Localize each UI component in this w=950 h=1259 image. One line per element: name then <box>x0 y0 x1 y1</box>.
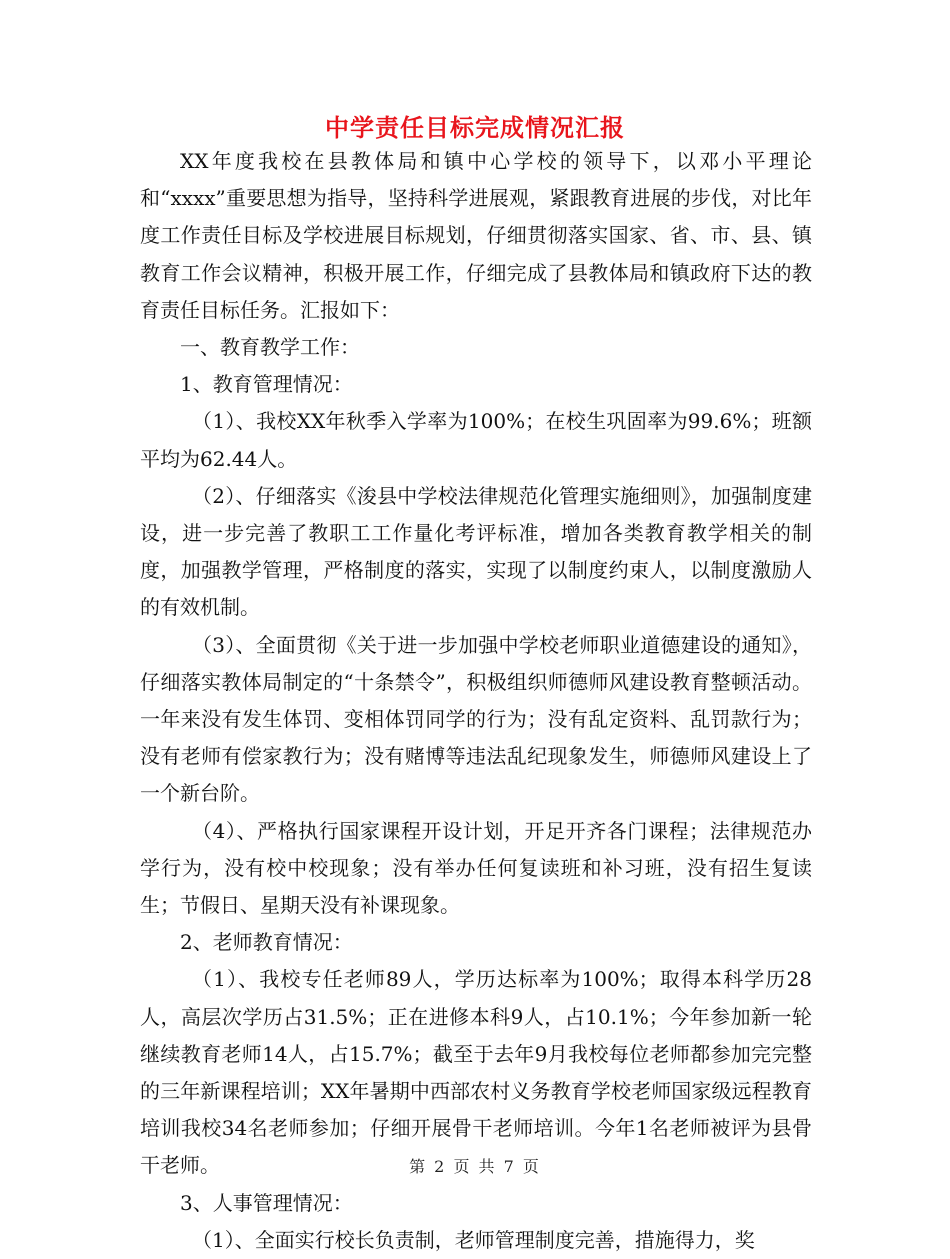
paragraph-item: （4）、严格执行国家课程开设计划，开足开齐各门课程；法律规范办学行为，没有校中校现象；没有举办任何复读班和补习班，没有招生复读生；节假日、星期天没有补课现象。 <box>140 818 812 918</box>
heading-subsection-2: 2、老师教育情况： <box>180 930 353 955</box>
paragraph-item: （1）、我校XX年秋季入学率为100%；在校生巩固率为99.6%；班额平均为62.44人。 <box>140 409 812 471</box>
paragraph-item: （2）、仔细落实《浚县中学校法律规范化管理实施细则》，加强制度建设，进一步完善了教职工工作量化考评标准，增加各类教育教学相关的制度，加强教学管理，严格制度的落实，实现了以制度约束人，以制度激励人的有效机制。 <box>140 483 812 620</box>
heading-section-1: 一、教育教学工作： <box>180 335 360 360</box>
paragraph-item: （1）、我校专任老师89人，学历达标率为100%；取得本科学历28人，高层次学历占31.5%；正在进修本科9人，占10.1%；今年参加新一轮继续教育老师14人，占15.7%；截至于去年9月我校每位老师都参加完完整的三年新课程培训；XX年暑期中西部农村义务教育学校老师国家级远程教育培训我校34名老师参加；仔细开展骨干老师培训。今年1名老师被评为县骨干老师。 <box>140 967 812 1178</box>
page-number-footer: 第 2 页 共 7 页 <box>409 1157 541 1176</box>
document-title: 中学责任目标完成情况汇报 <box>325 113 625 142</box>
heading-subsection-1: 1、教育管理情况： <box>180 372 353 397</box>
heading-subsection-3: 3、人事管理情况： <box>180 1190 353 1215</box>
paragraph-item: （1）、全面实行校长负责制，老师管理制度完善，措施得力，奖 <box>192 1227 755 1252</box>
document-body <box>140 143 812 1259</box>
paragraph-intro: XX年度我校在县教体局和镇中心学校的领导下，以邓小平理论和“xxxx”重要思想为指导，坚持科学进展观，紧跟教育进展的步伐，对比年度工作责任目标及学校进展目标规划，仔细贯彻落实国家、省、市、县、镇教育工作会议精神，积极开展工作，仔细完成了县教体局和镇政府下达的教育责任目标任务。汇报如下： <box>140 149 812 322</box>
paragraph-item: （3）、全面贯彻《关于进一步加强中学校老师职业道德建设的通知》，仔细落实教体局制定的“十条禁令”，积极组织师德师风建设教育整顿活动。一年来没有发生体罚、变相体罚同学的行为；没有乱定资料、乱罚款行为；没有老师有偿家教行为；没有赌博等违法乱纪现象发生，师德师风建设上了一个新台阶。 <box>140 632 812 806</box>
